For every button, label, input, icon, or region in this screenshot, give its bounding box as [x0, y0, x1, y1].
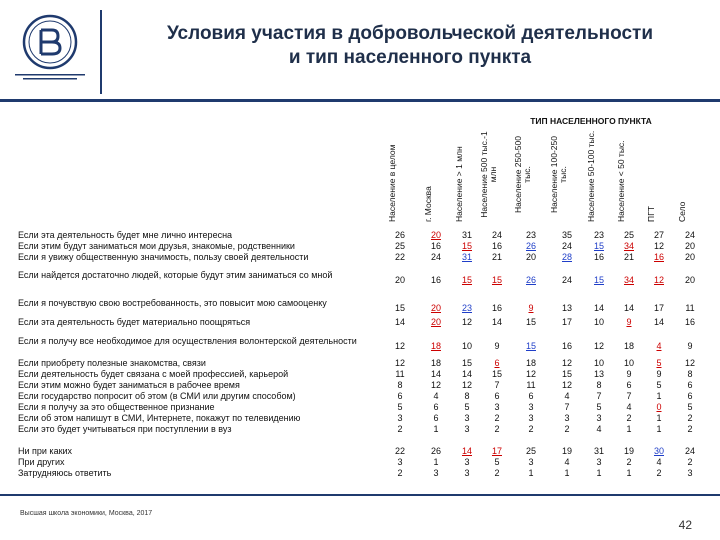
page-number: 42: [678, 518, 692, 532]
table-cell: 7: [626, 391, 632, 401]
table-cell: 2: [626, 413, 632, 423]
row-label: Если государство попросит об этом (в СМИ или другим способом): [18, 391, 296, 401]
table-cell: 30: [653, 446, 664, 456]
table-cell: 15: [593, 241, 604, 251]
table-cell: 6: [687, 380, 693, 390]
column-group-header: ТИП НАСЕЛЕННОГО ПУНКТА: [530, 116, 652, 126]
table-cell: 2: [494, 424, 500, 434]
table-cell: 24: [430, 252, 441, 262]
table-cell: 17: [653, 303, 664, 313]
table-cell: 22: [394, 252, 405, 262]
table-cell: 3: [596, 457, 602, 467]
table-cell: 12: [653, 241, 664, 251]
column-header-2: Население > 1 млн: [453, 146, 464, 222]
page-title: [110, 22, 710, 70]
table-cell: 12: [394, 358, 405, 368]
table-cell: 14: [461, 446, 472, 456]
table-cell: 15: [461, 275, 472, 285]
table-cell: 7: [494, 380, 500, 390]
table-cell: 23: [461, 303, 472, 313]
table-cell: 16: [430, 275, 441, 285]
table-cell: 20: [430, 303, 441, 313]
table-cell: 31: [461, 252, 472, 262]
table-cell: 16: [561, 341, 572, 351]
table-cell: 15: [461, 358, 472, 368]
table-cell: 3: [464, 468, 470, 478]
table-cell: 14: [623, 303, 634, 313]
table-cell: 24: [561, 275, 572, 285]
row-label: Если приобрету полезные знакомства, связи: [18, 358, 206, 368]
table-cell: 21: [491, 252, 502, 262]
table-cell: 19: [561, 446, 572, 456]
table-cell: 35: [561, 230, 572, 240]
table-cell: 15: [561, 369, 572, 379]
row-label: Если я получу все необходимое для осуществления волонтерской деятельности: [18, 336, 357, 346]
table-cell: 1: [656, 424, 662, 434]
table-cell: 4: [564, 457, 570, 467]
table-cell: 5: [397, 402, 403, 412]
table-cell: 10: [461, 341, 472, 351]
table-cell: 12: [561, 358, 572, 368]
row-label: Если я увижу общественную значимость, пользу своей деятельности: [18, 252, 309, 262]
table-cell: 20: [684, 252, 695, 262]
table-cell: 25: [394, 241, 405, 251]
column-header-3: Население 500 тыс.-1 млн: [479, 131, 498, 218]
table-cell: 2: [494, 468, 500, 478]
table-cell: 34: [623, 241, 634, 251]
table-cell: 16: [653, 252, 664, 262]
table-cell: 20: [430, 317, 441, 327]
table-cell: 1: [433, 457, 439, 467]
table-cell: 8: [464, 391, 470, 401]
table-cell: 17: [561, 317, 572, 327]
table-cell: 19: [623, 446, 634, 456]
table-cell: 8: [687, 369, 693, 379]
table-cell: 24: [491, 230, 502, 240]
table-cell: 12: [461, 317, 472, 327]
table-cell: 3: [687, 468, 693, 478]
table-cell: 18: [623, 341, 634, 351]
table-cell: 1: [626, 468, 632, 478]
header-divider: [0, 99, 720, 102]
table-cell: 14: [491, 317, 502, 327]
table-cell: 2: [528, 424, 534, 434]
table-cell: 11: [395, 369, 405, 379]
row-label: Если эта деятельность будет материально поощряться: [18, 317, 251, 327]
table-cell: 4: [596, 424, 602, 434]
table-cell: 11: [685, 303, 695, 313]
row-label: Если найдется достаточно людей, которые будут этим заниматься со мной: [18, 270, 333, 280]
table-cell: 20: [525, 252, 536, 262]
table-cell: 25: [525, 446, 536, 456]
footer-divider: [0, 494, 720, 496]
table-cell: 10: [623, 358, 634, 368]
table-cell: 9: [494, 341, 500, 351]
table-cell: 3: [464, 413, 470, 423]
table-cell: 24: [684, 446, 695, 456]
table-cell: 14: [430, 369, 441, 379]
table-cell: 3: [433, 468, 439, 478]
table-cell: 7: [564, 402, 570, 412]
table-cell: 6: [433, 413, 439, 423]
table-cell: 10: [593, 317, 604, 327]
table-cell: 8: [397, 380, 403, 390]
table-cell: 1: [596, 468, 602, 478]
table-cell: 13: [561, 303, 572, 313]
table-cell: 18: [430, 358, 441, 368]
table-cell: 6: [528, 391, 534, 401]
table-cell: 12: [461, 380, 472, 390]
table-cell: 17: [491, 446, 502, 456]
table-cell: 12: [684, 358, 695, 368]
table-cell: 12: [653, 275, 664, 285]
table-cell: 13: [593, 369, 604, 379]
table-cell: 2: [397, 424, 403, 434]
table-cell: 3: [528, 402, 534, 412]
row-label: Если это будет учитываться при поступлении в вуз: [18, 424, 232, 434]
table-cell: 12: [593, 341, 604, 351]
table-cell: 16: [430, 241, 441, 251]
table-cell: 14: [394, 317, 405, 327]
table-cell: 2: [687, 424, 693, 434]
table-cell: 3: [528, 457, 534, 467]
table-cell: 1: [528, 468, 534, 478]
title-line-1: Условия участия в добровольческой деятельности: [166, 23, 654, 44]
table-cell: 5: [596, 402, 602, 412]
table-cell: 26: [430, 446, 441, 456]
table-cell: 24: [684, 230, 695, 240]
table-cell: 3: [397, 413, 403, 423]
table-cell: 16: [491, 241, 502, 251]
table-cell: 15: [525, 341, 536, 351]
table-cell: 22: [394, 446, 405, 456]
table-cell: 12: [394, 341, 405, 351]
table-cell: 5: [464, 402, 470, 412]
table-cell: 26: [525, 241, 536, 251]
table-cell: 3: [494, 402, 500, 412]
row-label: Если этим можно будет заниматься в рабочее время: [18, 380, 240, 390]
row-label: Если этим будут заниматься мои друзья, знакомые, родственники: [18, 241, 295, 251]
table-cell: 8: [596, 380, 602, 390]
table-cell: 9: [656, 369, 662, 379]
table-cell: 20: [430, 230, 441, 240]
table-cell: 3: [397, 457, 403, 467]
table-cell: 2: [564, 424, 570, 434]
table-cell: 16: [593, 252, 604, 262]
column-header-9: Село: [676, 201, 687, 222]
table-cell: 4: [564, 391, 570, 401]
logo-caption-lines-icon: [15, 73, 85, 81]
column-header-7: Население < 50 тыс.: [615, 140, 626, 222]
table-cell: 25: [623, 230, 634, 240]
table-cell: 12: [430, 380, 441, 390]
table-cell: 31: [461, 230, 472, 240]
table-cell: 0: [656, 402, 662, 412]
row-label: Если я получу за это общественное признание: [18, 402, 215, 412]
column-header-8: ПГТ: [645, 206, 656, 222]
table-cell: 4: [626, 402, 632, 412]
table-cell: 5: [687, 402, 693, 412]
table-cell: 9: [687, 341, 693, 351]
column-header-6: Население 50-100 тыс.: [585, 130, 596, 222]
row-label: Если эта деятельность будет мне лично интересна: [18, 230, 233, 240]
table-cell: 4: [656, 457, 662, 467]
table-cell: 15: [491, 369, 502, 379]
table-cell: 5: [656, 380, 662, 390]
table-cell: 23: [525, 230, 536, 240]
table-cell: 16: [491, 303, 502, 313]
table-cell: 3: [596, 413, 602, 423]
row-label: Если об этом напишут в СМИ, Интернете, покажут по телевидению: [18, 413, 301, 423]
table-cell: 3: [564, 413, 570, 423]
logo-caption: [10, 73, 90, 82]
table-cell: 14: [461, 369, 472, 379]
row-label: Затрудняюсь ответить: [18, 468, 112, 478]
title-line-2: и тип населенного пункта: [288, 47, 532, 68]
table-cell: 24: [561, 241, 572, 251]
table-cell: 2: [687, 413, 693, 423]
table-cell: 6: [397, 391, 403, 401]
table-cell: 1: [656, 391, 662, 401]
table-cell: 2: [656, 468, 662, 478]
table-cell: 28: [561, 252, 572, 262]
table-cell: 3: [528, 413, 534, 423]
table-cell: 14: [593, 303, 604, 313]
table-cell: 5: [494, 457, 500, 467]
table-cell: 20: [684, 275, 695, 285]
table-cell: 21: [623, 252, 634, 262]
column-header-4: Население 250-500 тыс.: [513, 136, 532, 213]
table-cell: 15: [525, 317, 536, 327]
table-cell: 1: [656, 413, 662, 423]
column-header-0: Население в целом: [386, 144, 397, 222]
table-cell: 15: [461, 241, 472, 251]
column-header-5: Население 100-250 тыс.: [549, 136, 568, 213]
table-cell: 26: [394, 230, 405, 240]
table-cell: 6: [687, 391, 693, 401]
table-cell: 11: [526, 380, 536, 390]
table-cell: 1: [564, 468, 570, 478]
table-cell: 4: [433, 391, 439, 401]
table-cell: 2: [494, 413, 500, 423]
row-label: Если деятельность будет связана с моей профессией, карьерой: [18, 369, 289, 379]
footer-org: Высшая школа экономики, Москва, 2017: [20, 510, 153, 517]
table-cell: 15: [593, 275, 604, 285]
table-cell: 2: [626, 457, 632, 467]
table-cell: 1: [433, 424, 439, 434]
table-cell: 12: [561, 380, 572, 390]
table-cell: 14: [653, 317, 664, 327]
table-cell: 3: [464, 424, 470, 434]
table-cell: 6: [626, 380, 632, 390]
table-cell: 18: [430, 341, 441, 351]
table-cell: 6: [433, 402, 439, 412]
table-cell: 5: [656, 358, 662, 368]
table-cell: 2: [687, 457, 693, 467]
table-cell: 31: [593, 446, 604, 456]
row-label: При других: [18, 457, 65, 467]
table-cell: 10: [593, 358, 604, 368]
table-cell: 18: [525, 358, 536, 368]
table-cell: 7: [596, 391, 602, 401]
table-cell: 34: [623, 275, 634, 285]
table-cell: 16: [684, 317, 695, 327]
table-cell: 20: [684, 241, 695, 251]
column-header-1: г. Москва: [422, 186, 433, 222]
table-cell: 15: [394, 303, 405, 313]
table-cell: 15: [491, 275, 502, 285]
table-cell: 4: [656, 341, 662, 351]
table-cell: 27: [653, 230, 664, 240]
table-cell: 20: [394, 275, 405, 285]
table-cell: 23: [593, 230, 604, 240]
table-cell: 1: [626, 424, 632, 434]
table-cell: 6: [494, 391, 500, 401]
table-cell: 6: [494, 358, 500, 368]
row-label: Ни при каких: [18, 446, 73, 456]
header-divider-vertical: [100, 10, 102, 94]
logo: [0, 0, 100, 100]
row-label: Если я почувствую свою востребованность, это повысит мою самооценку: [18, 298, 327, 308]
table-cell: 9: [626, 317, 632, 327]
table-cell: 2: [397, 468, 403, 478]
table-cell: 9: [626, 369, 632, 379]
table-cell: 9: [528, 303, 534, 313]
table-cell: 3: [464, 457, 470, 467]
table-cell: 26: [525, 275, 536, 285]
table-cell: 12: [525, 369, 536, 379]
hse-logo-icon: [22, 14, 78, 70]
